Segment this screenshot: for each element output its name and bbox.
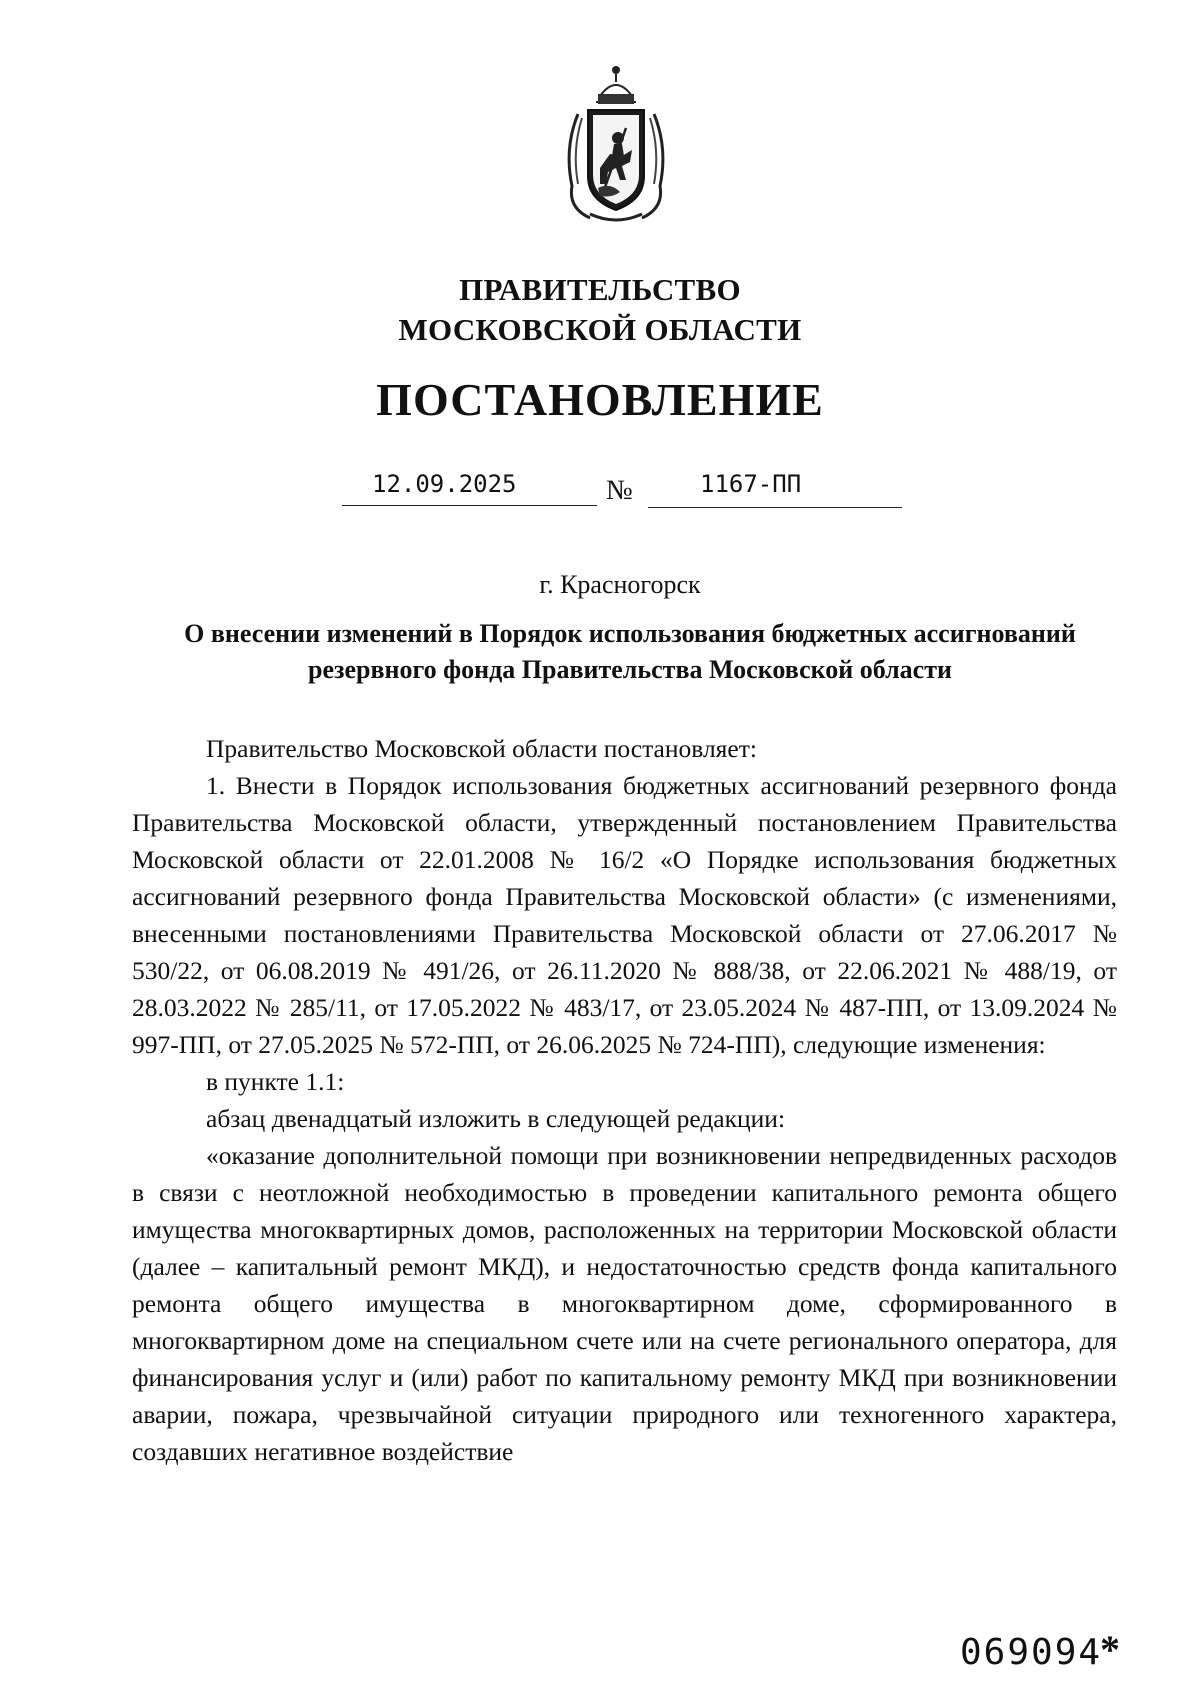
body-paragraph: «оказание дополнительной помощи при возникновении непредвиденных расходов в связи с неотложной необходимостью в проведении капитального ремонта общего имущества многоквартирных домов, расположенных на территории Московской области (далее – капитальный ремонт МКД), и недостаточностью средств фонда капитального ремонта общего имущества в многоквартирном доме, сформированного в многоквартирном доме на специальном счете или на счете регионального оператора, для финансирования услуг и (или) работ по капитальному ремонту МКД при возникновении аварии, пожара, чрезвычайной ситуации природного или техногенного характера, создавших негативное воздействие — [132, 1141, 1117, 1466]
asterisk-mark: * — [1100, 1627, 1120, 1672]
document-number: 1167-ПП — [700, 470, 802, 498]
number-sign: № — [606, 475, 633, 506]
body-paragraph: 1. Внести в Порядок использования бюджетных ассигнований резервного фонда Правительства Московской области, утвержденный постановлением Правительства Московской области от 22.01.2008 № 16/2 «О Порядке использования бюджетных ассигнований резервного фонда Правительства Московской области» (с изменениями, внесенными постановлениями Правительства Московской области от 27.06.2017 № 530/22, от 06.08.2019 № 491/26, от 26.11.2020 № 888/38, от 22.06.2021 № 488/19, от 28.03.2022 № 285/11, от 17.05.2022 № 483/17, от 23.05.2024 № 487-ПП, от 13.09.2024 № 997-ПП, от 27.05.2025 № 572-ПП, от 26.06.2025 № 724-ПП), следующие изменения: — [132, 771, 1117, 1059]
organization-name-line2: МОСКОВСКОЙ ОБЛАСТИ — [398, 312, 802, 347]
date-underline — [342, 505, 597, 506]
body-paragraph: в пункте 1.1: — [206, 1067, 345, 1096]
document-date: 12.09.2025 — [372, 470, 517, 498]
number-underline — [648, 507, 902, 508]
city-of-issue: г. Красногорск — [539, 570, 701, 599]
organization-name-line1: ПРАВИТЕЛЬСТВО — [459, 272, 741, 307]
document-body — [132, 730, 1117, 1470]
document-subject-heading: О внесении изменений в Порядок использования бюджетных ассигнований резервного фонда Правительства Московской области — [184, 619, 1076, 684]
document-type-title: ПОСТАНОВЛЕНИЕ — [376, 374, 824, 425]
body-paragraph: абзац двенадцатый изложить в следующей редакции: — [206, 1104, 786, 1133]
form-serial-number: 069094 — [960, 1632, 1103, 1673]
coat-of-arms-emblem — [560, 58, 672, 226]
body-paragraph: Правительство Московской области постановляет: — [206, 734, 757, 763]
